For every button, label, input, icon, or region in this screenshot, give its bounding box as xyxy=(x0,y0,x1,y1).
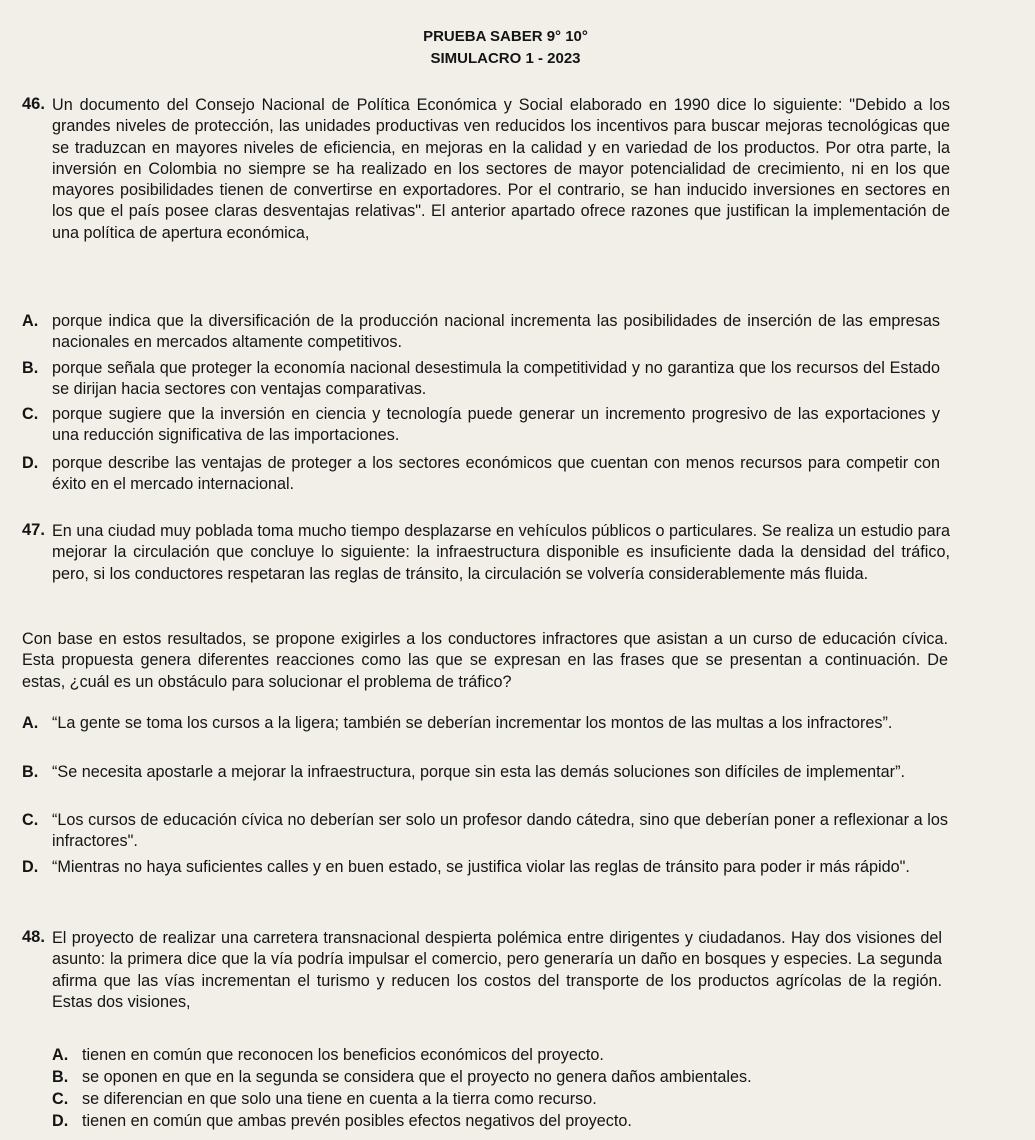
option-letter: C. xyxy=(52,1090,69,1108)
option-letter: D. xyxy=(22,858,39,876)
question-text: Un documento del Consejo Nacional de Política Económica y Social elaborado en 1990 dice lo siguiente: "Debido a los grandes niveles de protección, las unidades productivas ven reducidos los incentivos para buscar mejoras tecnológicas que se traduzcan en mayores niveles de eficiencia, en mejoras en la calidad y en variedad de los productos. Por otra parte, la inversión en Colombia no siempre se ha realizado en los sectores de mayor potencialidad de crecimiento, ni en los que mayores posibilidades tienen de convertirse en exportadores. Por el contrario, se han inducido inversiones en sectores en los que el país posee claras desventajas relativas". El anterior apartado ofrece razones que justifican la implementación de una política de apertura económica, xyxy=(52,96,950,242)
option-a[interactable] xyxy=(22,311,940,354)
option-text: “Los cursos de educación cívica no deberían ser solo un profesor dando cátedra, sino que deberían poner a reflexionar a los infractores". xyxy=(52,811,948,851)
option-text: se diferencian en que solo una tiene en cuenta a la tierra como recurso. xyxy=(82,1090,597,1108)
exam-header xyxy=(0,26,1035,70)
option-letter: B. xyxy=(52,1068,69,1086)
option-letter: D. xyxy=(22,454,39,472)
question-paragraph: Con base en estos resultados, se propone exigirles a los conductores infractores que asistan a un curso de educación cívica. Esta propuesta genera diferentes reacciones como las que se expresan en las frases que se presentan a continuación. De estas, ¿cuál es un obstáculo para solucionar el problema de tráfico? xyxy=(22,630,948,691)
question-number: 48. xyxy=(22,928,45,946)
option-c[interactable] xyxy=(52,1089,932,1110)
option-text: porque sugiere que la inversión en ciencia y tecnología puede generar un incremento progresivo de las exportaciones y una reducción significativa de las importaciones. xyxy=(52,405,940,445)
question-text: En una ciudad muy poblada toma mucho tiempo desplazarse en vehículos públicos o particulares. Se realiza un estudio para mejorar la circulación que concluye lo siguiente: la infraestructura disponible es insuficiente dada la densidad del tráfico, pero, si los conductores respetaran las reglas de tránsito, la circulación se volvería considerablemente más fluida. xyxy=(52,522,950,583)
option-a[interactable] xyxy=(22,713,948,734)
option-text: porque indica que la diversificación de la producción nacional incrementa las posibilidades de inserción de las empresas nacionales en mercados altamente competitivos. xyxy=(52,312,940,352)
option-text: “La gente se toma los cursos a la ligera; también se deberían incrementar los montos de las multas a los infractores”. xyxy=(52,714,893,732)
option-text: porque señala que proteger la economía nacional desestimula la competitividad y no garantiza que los recursos del Estado se dirijan hacia sectores con ventajas comparativas. xyxy=(52,359,940,399)
option-b[interactable] xyxy=(22,762,948,783)
question-number: 46. xyxy=(22,95,45,113)
option-d[interactable] xyxy=(22,453,940,496)
exam-subtitle: SIMULACRO 1 - 2023 xyxy=(430,50,581,67)
option-text: se oponen en que en la segunda se considera que el proyecto no genera daños ambientales. xyxy=(82,1068,752,1086)
option-text: porque describe las ventajas de proteger a los sectores económicos que cuentan con menos recursos para competir con éxito en el mercado internacional. xyxy=(52,454,940,494)
option-letter: D. xyxy=(52,1112,69,1130)
option-b[interactable] xyxy=(52,1067,932,1088)
option-letter: B. xyxy=(22,359,39,377)
option-d[interactable] xyxy=(52,1111,932,1132)
option-letter: A. xyxy=(22,714,39,732)
option-letter: B. xyxy=(22,763,39,781)
option-text: “Mientras no haya suficientes calles y en buen estado, se justifica violar las reglas de tránsito para poder ir más rápido". xyxy=(52,858,910,876)
option-b[interactable] xyxy=(22,358,940,401)
question-number: 47. xyxy=(22,521,45,539)
option-text: tienen en común que ambas prevén posibles efectos negativos del proyecto. xyxy=(82,1112,632,1130)
option-letter: C. xyxy=(22,405,39,423)
option-d[interactable] xyxy=(22,857,948,878)
option-letter: C. xyxy=(22,811,39,829)
option-letter: A. xyxy=(22,312,39,330)
option-letter: A. xyxy=(52,1046,69,1064)
option-text: “Se necesita apostarle a mejorar la infraestructura, porque sin esta las demás soluciones son difíciles de implementar”. xyxy=(52,763,905,781)
question-text: El proyecto de realizar una carretera transnacional despierta polémica entre dirigentes y ciudadanos. Hay dos visiones del asunto: la primera dice que la vía podría impulsar el comercio, pero generaría un daño en bosques y especies. La segunda afirma que las vías incrementan el turismo y reducen los costos del transporte de los productos agrícolas de la región. Estas dos visiones, xyxy=(52,929,942,1011)
exam-title: PRUEBA SABER 9° 10° xyxy=(423,28,588,45)
option-a[interactable] xyxy=(52,1045,932,1066)
option-c[interactable] xyxy=(22,810,948,853)
option-c[interactable] xyxy=(22,404,940,447)
option-text: tienen en común que reconocen los beneficios económicos del proyecto. xyxy=(82,1046,604,1064)
